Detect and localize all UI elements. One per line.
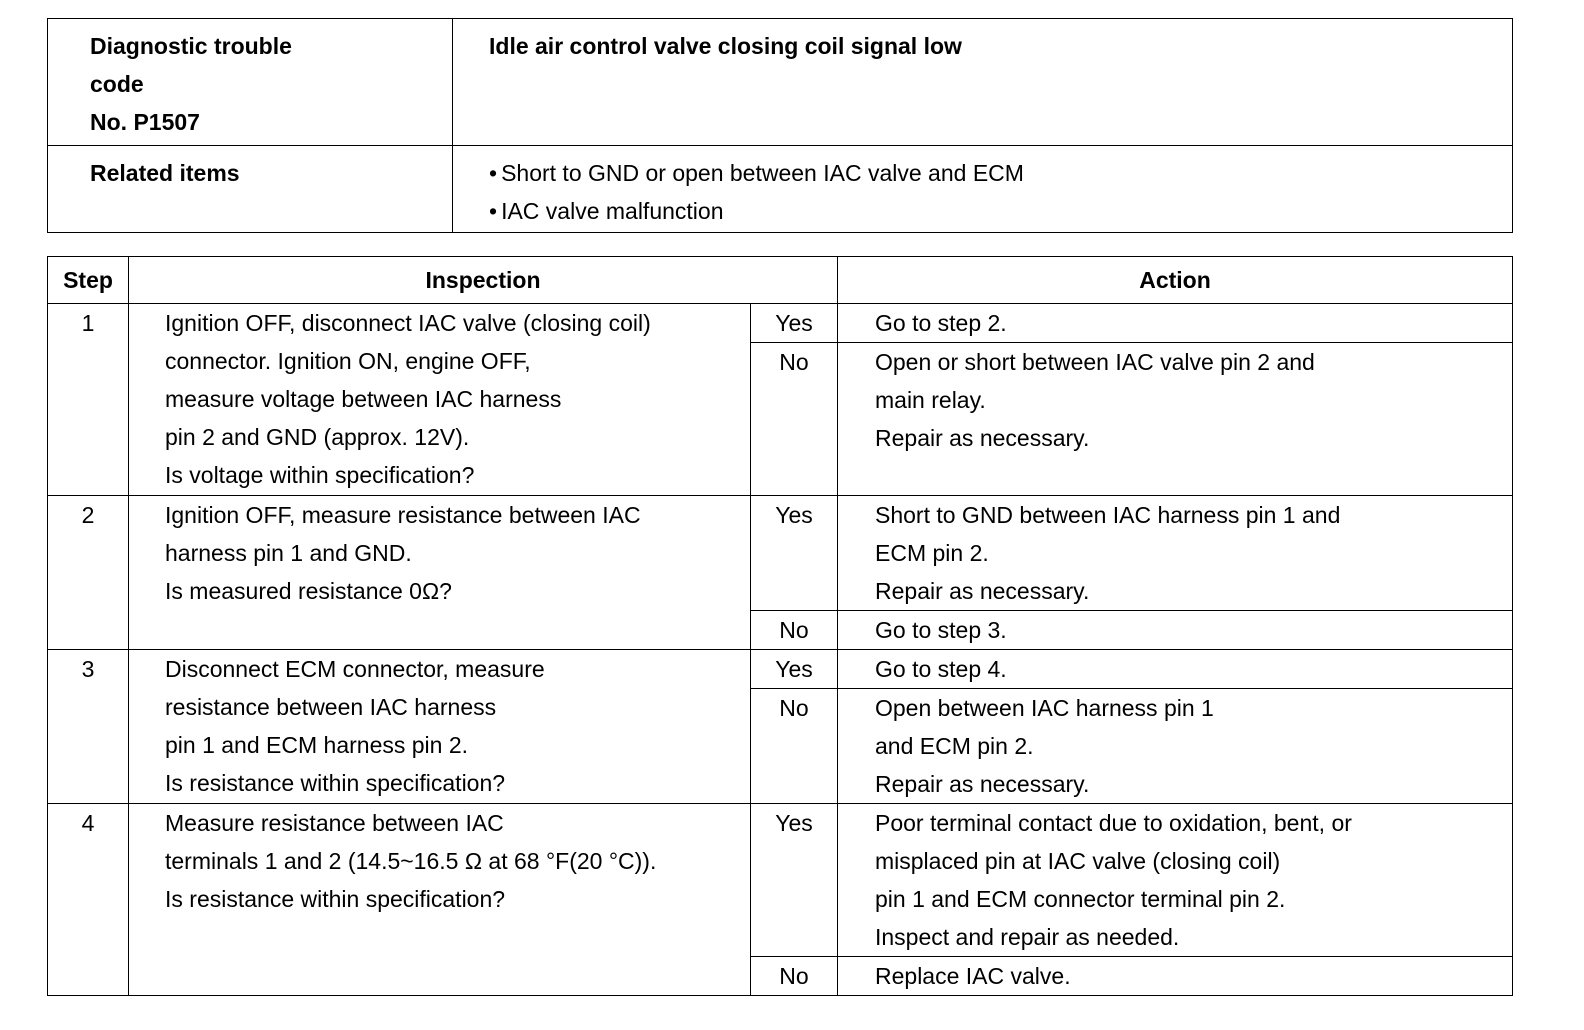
no-label: No	[751, 689, 838, 804]
header-step: Step	[48, 257, 129, 304]
action-line: main relay.	[875, 387, 986, 413]
dtc-label-line: Diagnostic trouble	[90, 33, 292, 59]
inspection-line: Is voltage within specification?	[165, 462, 475, 488]
no-action	[838, 957, 1513, 996]
no-action	[838, 689, 1513, 804]
header-inspection: Inspection	[129, 257, 838, 304]
action-line: Open or short between IAC valve pin 2 and	[875, 349, 1315, 375]
dtc-row	[48, 19, 1513, 146]
no-label: No	[751, 343, 838, 496]
action-line: Go to step 2.	[875, 310, 1007, 336]
related-items-label: Related items	[48, 146, 453, 233]
inspection-line: Ignition OFF, measure resistance between IAC	[165, 502, 641, 528]
action-line: and ECM pin 2.	[875, 733, 1034, 759]
yes-label: Yes	[751, 304, 838, 343]
inspection-line: Measure resistance between IAC	[165, 810, 504, 836]
action-line: Go to step 3.	[875, 617, 1007, 643]
step-inspection	[129, 650, 751, 804]
yes-action	[838, 304, 1513, 343]
related-items-row	[48, 146, 1513, 233]
action-line: misplaced pin at IAC valve (closing coil)	[875, 848, 1281, 874]
table-header-row	[48, 257, 1513, 304]
yes-action	[838, 804, 1513, 957]
dtc-label-line: No. P1507	[90, 109, 200, 135]
action-line: Inspect and repair as needed.	[875, 924, 1180, 950]
action-line: Go to step 4.	[875, 656, 1007, 682]
yes-label: Yes	[751, 650, 838, 689]
step-inspection	[129, 804, 751, 996]
action-line: Replace IAC valve.	[875, 963, 1071, 989]
dtc-label	[48, 19, 453, 146]
table-row	[48, 650, 1513, 689]
step-number: 1	[48, 304, 129, 496]
related-item: • IAC valve malfunction	[489, 192, 1512, 230]
related-items-list	[489, 154, 1512, 230]
dtc-title: Idle air control valve closing coil signal low	[453, 19, 1513, 146]
table-row	[48, 304, 1513, 343]
step-number: 2	[48, 496, 129, 650]
inspection-line: pin 1 and ECM harness pin 2.	[165, 732, 469, 758]
steps-body	[48, 304, 1513, 996]
inspection-line: connector. Ignition ON, engine OFF,	[165, 348, 531, 374]
yes-action	[838, 650, 1513, 689]
inspection-line: Disconnect ECM connector, measure	[165, 656, 545, 682]
header-action: Action	[838, 257, 1513, 304]
no-action	[838, 343, 1513, 496]
action-line: Repair as necessary.	[875, 578, 1090, 604]
inspection-line: harness pin 1 and GND.	[165, 540, 412, 566]
related-item: • Short to GND or open between IAC valve and ECM	[489, 154, 1512, 192]
dtc-label-line: code	[90, 71, 144, 97]
related-items-value	[453, 146, 1513, 233]
inspection-line: resistance between IAC harness	[165, 694, 497, 720]
table-row	[48, 496, 1513, 611]
no-label: No	[751, 957, 838, 996]
yes-action	[838, 496, 1513, 611]
action-line: Open between IAC harness pin 1	[875, 695, 1214, 721]
yes-label: Yes	[751, 496, 838, 611]
action-line: Repair as necessary.	[875, 771, 1090, 797]
action-line: Short to GND between IAC harness pin 1 and	[875, 502, 1341, 528]
step-inspection	[129, 496, 751, 650]
diagnostic-steps-table	[47, 256, 1513, 996]
dtc-header-table	[47, 18, 1513, 233]
yes-label: Yes	[751, 804, 838, 957]
inspection-line: measure voltage between IAC harness	[165, 386, 562, 412]
inspection-line: Is resistance within specification?	[165, 886, 506, 912]
inspection-line: terminals 1 and 2 (14.5~16.5 Ω at 68 °F(20 °C)).	[165, 848, 657, 874]
no-action	[838, 611, 1513, 650]
step-number: 4	[48, 804, 129, 996]
action-line: ECM pin 2.	[875, 540, 989, 566]
inspection-line: Is measured resistance 0Ω?	[165, 578, 452, 604]
inspection-line: pin 2 and GND (approx. 12V).	[165, 424, 470, 450]
action-line: Repair as necessary.	[875, 425, 1090, 451]
step-number: 3	[48, 650, 129, 804]
inspection-line: Ignition OFF, disconnect IAC valve (closing coil)	[165, 310, 651, 336]
table-row	[48, 804, 1513, 957]
action-line: Poor terminal contact due to oxidation, bent, or	[875, 810, 1352, 836]
inspection-line: Is resistance within specification?	[165, 770, 506, 796]
action-line: pin 1 and ECM connector terminal pin 2.	[875, 886, 1286, 912]
no-label: No	[751, 611, 838, 650]
step-inspection	[129, 304, 751, 496]
